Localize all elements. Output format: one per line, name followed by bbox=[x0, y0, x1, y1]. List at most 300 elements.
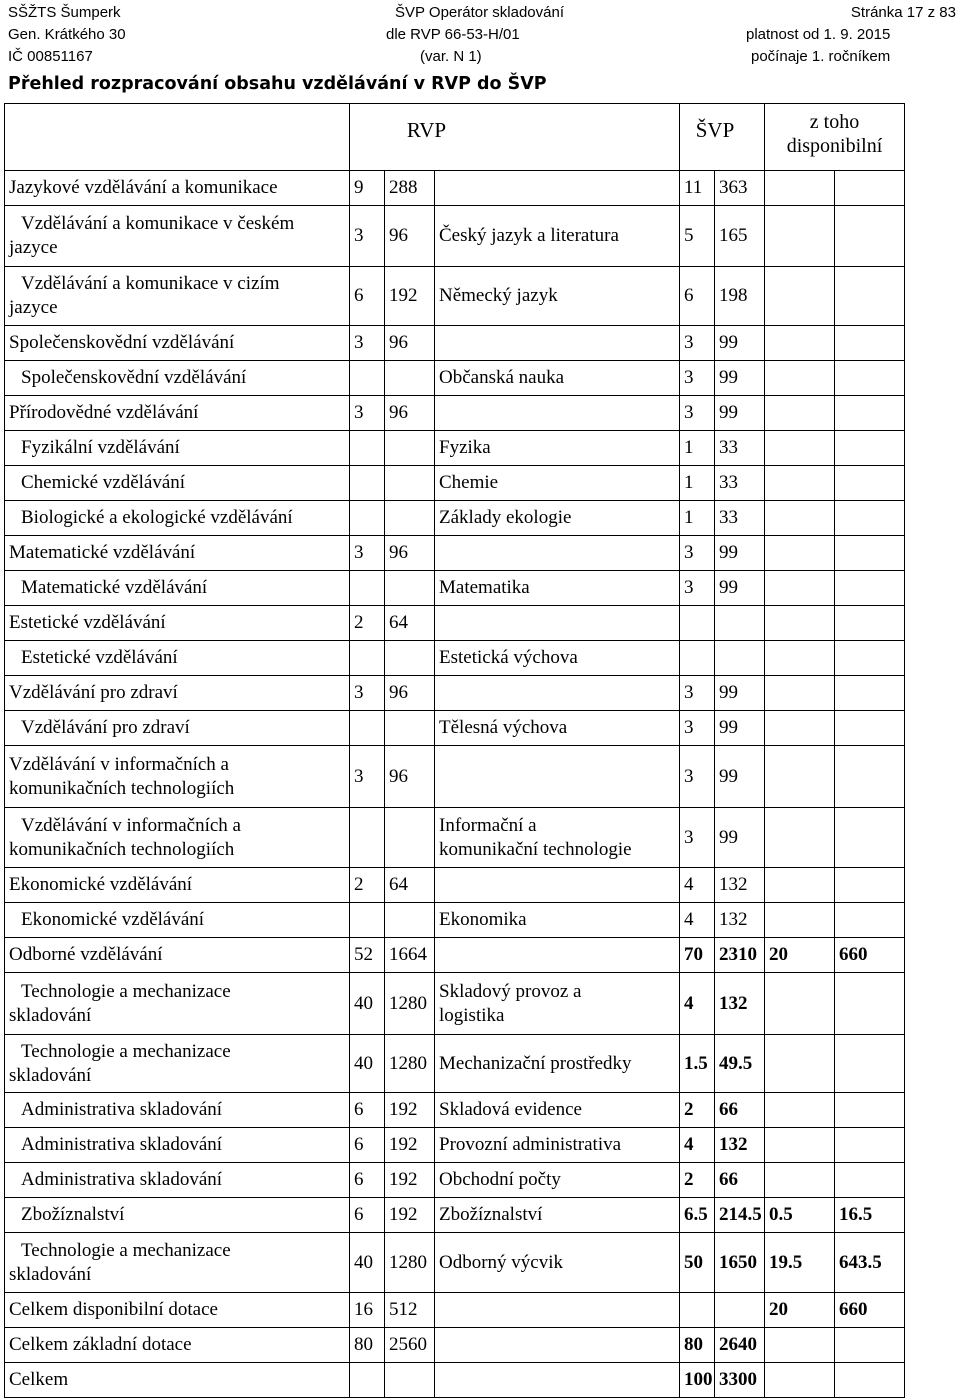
program-name: ŠVP Operátor skladování bbox=[395, 4, 564, 21]
area-cell bbox=[5, 938, 350, 973]
svp-weekly-cell bbox=[680, 711, 715, 746]
svp-weekly-value: 4 bbox=[684, 909, 694, 930]
rvp-weekly-value: 3 bbox=[354, 332, 364, 353]
svp-weekly-value: 4 bbox=[684, 992, 694, 1014]
subject-cell bbox=[435, 1328, 680, 1363]
disponibilni-label-line1: z toho bbox=[809, 111, 860, 133]
disp-weekly-cell bbox=[765, 1198, 835, 1233]
svp-weekly-value: 80 bbox=[684, 1334, 703, 1355]
rvp-weekly-cell bbox=[350, 1093, 385, 1128]
rvp-hours-cell bbox=[385, 606, 435, 641]
area-cell bbox=[5, 361, 350, 396]
svp-hours-cell bbox=[715, 326, 765, 361]
rvp-hours-value: 192 bbox=[389, 1134, 418, 1155]
rvp-hours-value: 64 bbox=[389, 612, 408, 633]
svp-weekly-value: 4 bbox=[684, 1134, 694, 1155]
area-cell bbox=[5, 171, 350, 206]
subject-label: Chemie bbox=[439, 472, 499, 493]
svp-hours-cell bbox=[715, 903, 765, 938]
svp-hours-value: 198 bbox=[719, 285, 748, 306]
area-cell bbox=[5, 1163, 350, 1198]
area-cell bbox=[5, 1128, 350, 1163]
subject-cell bbox=[435, 1293, 680, 1328]
subject-cell bbox=[435, 1198, 680, 1233]
svp-hours-cell bbox=[715, 868, 765, 903]
subject-cell bbox=[435, 938, 680, 973]
area-label: Celkem disponibilní dotace bbox=[9, 1299, 218, 1320]
rvp-weekly-value: 2 bbox=[354, 874, 364, 895]
area-cell bbox=[5, 1233, 350, 1293]
svp-weekly-cell bbox=[680, 938, 715, 973]
school-ico: IČ 00851167 bbox=[8, 48, 93, 65]
rvp-column-header bbox=[350, 104, 680, 171]
svp-weekly-value: 3 bbox=[684, 682, 694, 703]
subject-cell bbox=[435, 676, 680, 711]
svp-hours-cell bbox=[715, 206, 765, 267]
rvp-weekly-cell bbox=[350, 571, 385, 606]
disp-weekly-cell bbox=[765, 326, 835, 361]
svp-hours-cell bbox=[715, 1093, 765, 1128]
svp-weekly-value: 3 bbox=[684, 577, 694, 598]
svp-weekly-cell bbox=[680, 606, 715, 641]
svp-weekly-cell bbox=[680, 396, 715, 431]
rvp-hours-value: 96 bbox=[389, 332, 408, 353]
rvp-weekly-value: 6 bbox=[354, 285, 364, 306]
svp-hours-value: 3300 bbox=[719, 1369, 757, 1390]
svp-weekly-value: 2 bbox=[684, 1099, 694, 1120]
rvp-weekly-cell bbox=[350, 1328, 385, 1363]
rvp-code: dle RVP 66-53-H/01 bbox=[386, 26, 520, 43]
area-label-continued: jazyce bbox=[9, 297, 58, 318]
rvp-weekly-value: 3 bbox=[354, 402, 364, 423]
disp-hours-value: 660 bbox=[839, 1299, 868, 1320]
disp-weekly-cell bbox=[765, 1363, 835, 1398]
svp-weekly-cell bbox=[680, 1093, 715, 1128]
disp-weekly-cell bbox=[765, 171, 835, 206]
table-row bbox=[5, 1198, 905, 1233]
disp-hours-cell bbox=[835, 326, 905, 361]
rvp-hours-cell bbox=[385, 746, 435, 808]
area-label: Jazykové vzdělávání a komunikace bbox=[9, 177, 278, 198]
subject-label: Estetická výchova bbox=[439, 647, 578, 668]
disp-hours-cell bbox=[835, 1128, 905, 1163]
rvp-hours-cell bbox=[385, 501, 435, 536]
area-label-continued: skladování bbox=[9, 1263, 92, 1285]
table-row bbox=[5, 868, 905, 903]
svp-hours-value: 49.5 bbox=[719, 1052, 753, 1074]
area-label: Celkem základní dotace bbox=[9, 1334, 192, 1355]
rvp-hours-value: 1664 bbox=[389, 944, 427, 965]
subject-label: Matematika bbox=[439, 577, 530, 598]
subject-cell bbox=[435, 746, 680, 808]
rvp-hours-cell bbox=[385, 1233, 435, 1293]
svp-weekly-cell bbox=[680, 676, 715, 711]
rvp-weekly-cell bbox=[350, 606, 385, 641]
subject-label-continued: logistika bbox=[439, 1004, 505, 1026]
svp-hours-cell bbox=[715, 171, 765, 206]
rvp-hours-value: 1280 bbox=[389, 1052, 427, 1074]
disp-weekly-cell bbox=[765, 361, 835, 396]
disp-hours-cell bbox=[835, 1233, 905, 1293]
rvp-hours-value: 96 bbox=[389, 765, 408, 787]
disp-hours-cell bbox=[835, 1198, 905, 1233]
svp-hours-cell bbox=[715, 396, 765, 431]
area-cell bbox=[5, 676, 350, 711]
rvp-weekly-cell bbox=[350, 1293, 385, 1328]
disp-weekly-cell bbox=[765, 903, 835, 938]
rvp-hours-cell bbox=[385, 171, 435, 206]
subject-label: Německý jazyk bbox=[439, 285, 558, 306]
disp-hours-cell bbox=[835, 903, 905, 938]
area-cell bbox=[5, 973, 350, 1035]
svp-hours-cell bbox=[715, 501, 765, 536]
disp-hours-cell bbox=[835, 1328, 905, 1363]
rvp-weekly-cell bbox=[350, 326, 385, 361]
subject-label: Odborný výcvik bbox=[439, 1251, 564, 1273]
subject-cell bbox=[435, 171, 680, 206]
svp-weekly-cell bbox=[680, 326, 715, 361]
rvp-hours-value: 192 bbox=[389, 1099, 418, 1120]
disp-weekly-cell bbox=[765, 711, 835, 746]
svp-weekly-cell bbox=[680, 1128, 715, 1163]
school-name: SŠŽTS Šumperk bbox=[8, 4, 121, 21]
subject-cell bbox=[435, 868, 680, 903]
rvp-hours-value: 192 bbox=[389, 1204, 418, 1225]
disp-weekly-cell bbox=[765, 1293, 835, 1328]
rvp-weekly-value: 3 bbox=[354, 682, 364, 703]
svp-weekly-cell bbox=[680, 746, 715, 808]
disp-weekly-value: 19.5 bbox=[769, 1251, 803, 1273]
area-label: Vzdělávání pro zdraví bbox=[9, 682, 178, 703]
area-cell bbox=[5, 903, 350, 938]
area-label: Vzdělávání v informačních a bbox=[21, 814, 241, 836]
subject-label: Ekonomika bbox=[439, 909, 527, 930]
rvp-weekly-cell bbox=[350, 466, 385, 501]
disp-hours-cell bbox=[835, 361, 905, 396]
svp-hours-cell bbox=[715, 1363, 765, 1398]
rvp-weekly-value: 3 bbox=[354, 225, 364, 246]
rvp-hours-value: 1280 bbox=[389, 1251, 427, 1273]
svp-column-label: ŠVP bbox=[695, 118, 735, 142]
rvp-hours-cell bbox=[385, 1328, 435, 1363]
table-row bbox=[5, 1093, 905, 1128]
subject-cell bbox=[435, 808, 680, 868]
subject-label: Zbožíznalství bbox=[439, 1204, 543, 1225]
svp-hours-value: 99 bbox=[719, 577, 738, 598]
area-cell bbox=[5, 1328, 350, 1363]
table-row bbox=[5, 903, 905, 938]
svp-weekly-value: 3 bbox=[684, 542, 694, 563]
rvp-hours-cell bbox=[385, 1293, 435, 1328]
disp-hours-cell bbox=[835, 938, 905, 973]
disp-hours-cell bbox=[835, 571, 905, 606]
table-row bbox=[5, 1233, 905, 1293]
svp-hours-value: 99 bbox=[719, 367, 738, 388]
subject-cell bbox=[435, 501, 680, 536]
rvp-hours-cell bbox=[385, 903, 435, 938]
table-row bbox=[5, 1163, 905, 1198]
disp-hours-cell bbox=[835, 1363, 905, 1398]
subject-cell bbox=[435, 973, 680, 1035]
subject-label: Základy ekologie bbox=[439, 507, 572, 528]
disp-hours-value: 16.5 bbox=[839, 1204, 873, 1225]
area-cell bbox=[5, 711, 350, 746]
subject-cell bbox=[435, 1093, 680, 1128]
rvp-hours-cell bbox=[385, 466, 435, 501]
rvp-weekly-cell bbox=[350, 206, 385, 267]
rvp-weekly-cell bbox=[350, 973, 385, 1035]
svp-weekly-value: 100 bbox=[684, 1369, 713, 1390]
disp-weekly-cell bbox=[765, 641, 835, 676]
curriculum-table bbox=[4, 103, 905, 1398]
area-label-continued: jazyce bbox=[9, 237, 58, 258]
rvp-weekly-cell bbox=[350, 1163, 385, 1198]
subject-label: Informační a bbox=[439, 814, 537, 836]
rvp-hours-value: 512 bbox=[389, 1299, 418, 1320]
area-label: Chemické vzdělávání bbox=[21, 472, 186, 493]
svp-weekly-value: 1 bbox=[684, 507, 694, 528]
disp-weekly-cell bbox=[765, 1035, 835, 1093]
svp-hours-value: 99 bbox=[719, 682, 738, 703]
rvp-weekly-cell bbox=[350, 536, 385, 571]
svp-hours-cell bbox=[715, 267, 765, 326]
subject-label: Skladový provoz a bbox=[439, 980, 582, 1002]
svp-hours-value: 2640 bbox=[719, 1334, 757, 1355]
rvp-weekly-value: 3 bbox=[354, 765, 364, 787]
disp-hours-cell bbox=[835, 746, 905, 808]
subject-cell bbox=[435, 641, 680, 676]
svp-hours-value: 2310 bbox=[719, 944, 757, 965]
rvp-hours-cell bbox=[385, 536, 435, 571]
disp-hours-cell bbox=[835, 711, 905, 746]
rvp-hours-cell bbox=[385, 1198, 435, 1233]
svp-hours-value: 33 bbox=[719, 472, 738, 493]
rvp-hours-value: 96 bbox=[389, 225, 408, 246]
svp-hours-value: 132 bbox=[719, 992, 748, 1014]
area-cell bbox=[5, 501, 350, 536]
disponibilni-label-line2: disponibilní bbox=[786, 135, 883, 157]
svp-hours-value: 99 bbox=[719, 332, 738, 353]
svp-weekly-cell bbox=[680, 361, 715, 396]
rvp-hours-value: 96 bbox=[389, 682, 408, 703]
rvp-hours-cell bbox=[385, 938, 435, 973]
svp-hours-value: 132 bbox=[719, 909, 748, 930]
disp-hours-cell bbox=[835, 1163, 905, 1198]
subject-label: Mechanizační prostředky bbox=[439, 1052, 632, 1074]
school-address: Gen. Krátkého 30 bbox=[8, 26, 126, 43]
rvp-hours-cell bbox=[385, 676, 435, 711]
svp-hours-cell bbox=[715, 1293, 765, 1328]
disp-hours-value: 643.5 bbox=[839, 1251, 882, 1273]
area-label: Fyzikální vzdělávání bbox=[21, 437, 180, 458]
rvp-hours-value: 64 bbox=[389, 874, 408, 895]
svp-hours-cell bbox=[715, 808, 765, 868]
svp-weekly-cell bbox=[680, 808, 715, 868]
svp-hours-cell bbox=[715, 938, 765, 973]
area-cell bbox=[5, 1293, 350, 1328]
area-label: Celkem bbox=[9, 1369, 69, 1390]
rvp-weekly-value: 2 bbox=[354, 612, 364, 633]
table-row bbox=[5, 606, 905, 641]
disp-weekly-cell bbox=[765, 396, 835, 431]
disp-hours-cell bbox=[835, 676, 905, 711]
area-label-continued: skladování bbox=[9, 1004, 92, 1026]
table-header-row bbox=[5, 104, 905, 171]
rvp-weekly-cell bbox=[350, 431, 385, 466]
rvp-weekly-cell bbox=[350, 1198, 385, 1233]
table-row bbox=[5, 746, 905, 808]
disp-weekly-cell bbox=[765, 606, 835, 641]
svp-weekly-value: 3 bbox=[684, 765, 694, 787]
subject-cell bbox=[435, 206, 680, 267]
area-label: Přírodovědné vzdělávání bbox=[9, 402, 199, 423]
svp-weekly-value: 5 bbox=[684, 225, 694, 246]
svp-weekly-value: 1 bbox=[684, 437, 694, 458]
subject-label-continued: komunikační technologie bbox=[439, 838, 632, 860]
disp-weekly-cell bbox=[765, 571, 835, 606]
svp-weekly-cell bbox=[680, 206, 715, 267]
disp-hours-cell bbox=[835, 267, 905, 326]
subject-cell bbox=[435, 903, 680, 938]
rvp-weekly-cell bbox=[350, 1233, 385, 1293]
svp-hours-cell bbox=[715, 1163, 765, 1198]
rvp-weekly-value: 3 bbox=[354, 542, 364, 563]
rvp-weekly-value: 6 bbox=[354, 1204, 364, 1225]
disp-hours-cell bbox=[835, 501, 905, 536]
variant: (var. N 1) bbox=[420, 48, 482, 65]
area-cell bbox=[5, 571, 350, 606]
svp-weekly-cell bbox=[680, 1233, 715, 1293]
subject-cell bbox=[435, 1363, 680, 1398]
subject-cell bbox=[435, 711, 680, 746]
subject-cell bbox=[435, 1233, 680, 1293]
rvp-hours-cell bbox=[385, 641, 435, 676]
rvp-hours-cell bbox=[385, 1093, 435, 1128]
disp-hours-cell bbox=[835, 641, 905, 676]
table-row bbox=[5, 267, 905, 326]
svp-weekly-value: 3 bbox=[684, 717, 694, 738]
table-row bbox=[5, 938, 905, 973]
svp-weekly-cell bbox=[680, 1363, 715, 1398]
disp-hours-cell bbox=[835, 1093, 905, 1128]
area-cell bbox=[5, 206, 350, 267]
starting-year: počínaje 1. ročníkem bbox=[751, 48, 891, 65]
area-cell bbox=[5, 326, 350, 361]
area-cell bbox=[5, 1035, 350, 1093]
disp-weekly-cell bbox=[765, 808, 835, 868]
subject-cell bbox=[435, 431, 680, 466]
table-row bbox=[5, 571, 905, 606]
table-row bbox=[5, 1035, 905, 1093]
disp-hours-cell bbox=[835, 396, 905, 431]
rvp-weekly-cell bbox=[350, 171, 385, 206]
area-label: Zbožíznalství bbox=[21, 1204, 125, 1225]
subject-cell bbox=[435, 1035, 680, 1093]
area-label: Společenskovědní vzdělávání bbox=[9, 332, 235, 353]
subject-cell bbox=[435, 361, 680, 396]
subject-cell bbox=[435, 571, 680, 606]
area-label: Ekonomické vzdělávání bbox=[21, 909, 205, 930]
svp-hours-cell bbox=[715, 746, 765, 808]
svp-hours-value: 33 bbox=[719, 437, 738, 458]
subject-label: Český jazyk a literatura bbox=[439, 225, 619, 246]
svp-hours-cell bbox=[715, 431, 765, 466]
svp-weekly-cell bbox=[680, 267, 715, 326]
disp-hours-cell bbox=[835, 1035, 905, 1093]
svp-hours-value: 99 bbox=[719, 717, 738, 738]
rvp-weekly-value: 40 bbox=[354, 992, 373, 1014]
area-label: Biologické a ekologické vzdělávání bbox=[21, 507, 293, 528]
rvp-hours-cell bbox=[385, 1035, 435, 1093]
subject-cell bbox=[435, 1128, 680, 1163]
rvp-weekly-cell bbox=[350, 868, 385, 903]
svp-hours-cell bbox=[715, 361, 765, 396]
rvp-hours-value: 192 bbox=[389, 1169, 418, 1190]
table-row bbox=[5, 396, 905, 431]
subject-label: Provozní administrativa bbox=[439, 1134, 622, 1155]
disp-weekly-value: 20 bbox=[769, 944, 788, 965]
subject-label: Obchodní počty bbox=[439, 1169, 561, 1190]
svp-weekly-cell bbox=[680, 571, 715, 606]
rvp-weekly-value: 9 bbox=[354, 177, 364, 198]
svp-weekly-cell bbox=[680, 501, 715, 536]
area-cell bbox=[5, 746, 350, 808]
svp-hours-value: 99 bbox=[719, 765, 738, 787]
svp-hours-cell bbox=[715, 1035, 765, 1093]
disponibilni-column-header bbox=[765, 104, 905, 171]
area-label: Technologie a mechanizace bbox=[21, 1040, 231, 1062]
svp-weekly-value: 3 bbox=[684, 367, 694, 388]
disp-hours-cell bbox=[835, 1293, 905, 1328]
rvp-hours-cell bbox=[385, 396, 435, 431]
svp-hours-cell bbox=[715, 711, 765, 746]
area-label: Matematické vzdělávání bbox=[21, 577, 208, 598]
svp-weekly-value: 4 bbox=[684, 874, 694, 895]
rvp-weekly-cell bbox=[350, 711, 385, 746]
svp-weekly-value: 6 bbox=[684, 285, 694, 306]
disp-hours-cell bbox=[835, 868, 905, 903]
svp-hours-cell bbox=[715, 641, 765, 676]
svp-weekly-cell bbox=[680, 1163, 715, 1198]
svp-hours-value: 132 bbox=[719, 874, 748, 895]
disp-hours-cell bbox=[835, 466, 905, 501]
rvp-hours-value: 96 bbox=[389, 542, 408, 563]
rvp-weekly-cell bbox=[350, 903, 385, 938]
disp-weekly-cell bbox=[765, 206, 835, 267]
svp-weekly-value: 3 bbox=[684, 402, 694, 423]
area-label-continued: skladování bbox=[9, 1064, 92, 1086]
svp-hours-value: 99 bbox=[719, 542, 738, 563]
disp-hours-cell bbox=[835, 206, 905, 267]
rvp-weekly-value: 80 bbox=[354, 1334, 373, 1355]
svp-hours-value: 1650 bbox=[719, 1251, 757, 1273]
page-number: Stránka 17 z 83 bbox=[850, 4, 956, 21]
disp-hours-cell bbox=[835, 606, 905, 641]
rvp-weekly-cell bbox=[350, 808, 385, 868]
table-row bbox=[5, 973, 905, 1035]
area-cell bbox=[5, 606, 350, 641]
disp-hours-cell bbox=[835, 808, 905, 868]
table-row bbox=[5, 171, 905, 206]
area-label: Technologie a mechanizace bbox=[21, 980, 231, 1002]
table-row bbox=[5, 361, 905, 396]
area-cell bbox=[5, 1198, 350, 1233]
area-label-continued: komunikačních technologiích bbox=[9, 838, 235, 860]
disp-hours-value: 660 bbox=[839, 944, 868, 965]
area-label: Odborné vzdělávání bbox=[9, 944, 163, 965]
svp-weekly-cell bbox=[680, 1198, 715, 1233]
table-row bbox=[5, 536, 905, 571]
